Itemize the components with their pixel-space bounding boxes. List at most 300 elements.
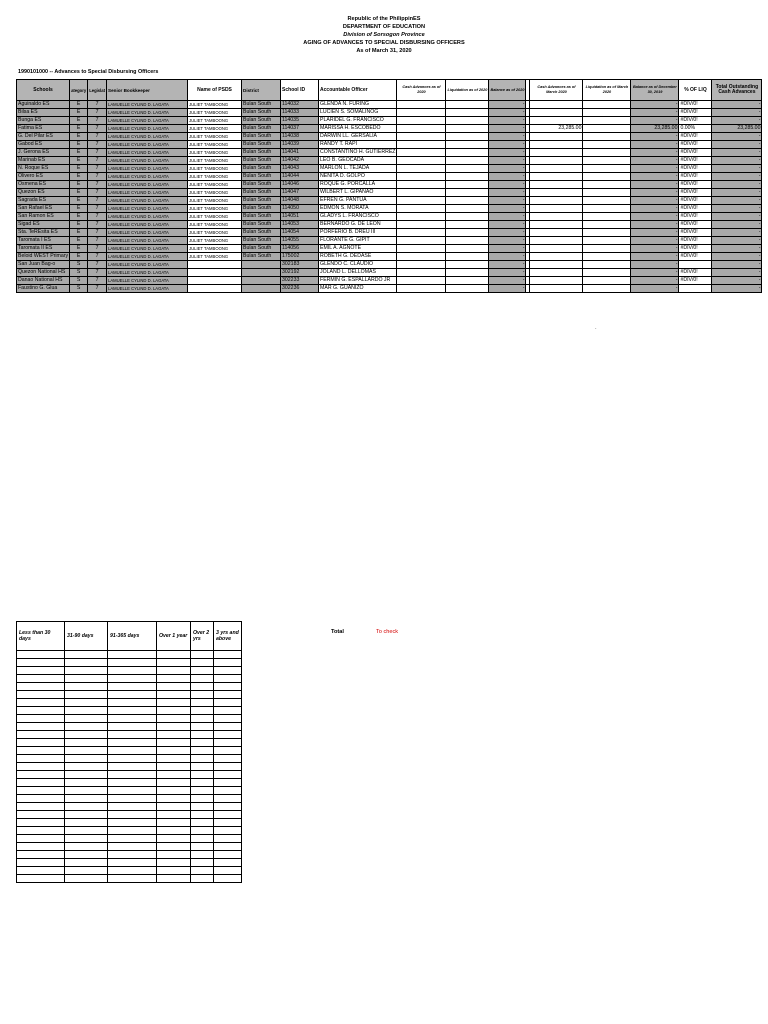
aging-cell: [65, 707, 108, 715]
cell-cat: S: [70, 277, 88, 285]
aging-row: [17, 707, 242, 715]
table-row: [17, 101, 762, 109]
cell-ca2020: [397, 149, 446, 157]
aging-cell: [214, 651, 242, 659]
col-district: District: [242, 80, 281, 101]
aging-cell: [17, 739, 65, 747]
aging-cell: [65, 659, 108, 667]
aging-cell: [214, 707, 242, 715]
header-report-title: AGING OF ADVANCES TO SPECIAL DISBURSING OFFICERS: [303, 40, 465, 46]
cell-leg: 7: [88, 157, 107, 165]
cell-psds: JULIET TAMBOONG: [188, 141, 242, 149]
cell-sid: 114044: [281, 173, 319, 181]
aging-cell: [191, 651, 214, 659]
cell-camar: [530, 213, 583, 221]
aging-cell: [17, 771, 65, 779]
cell-sid: 302236: [281, 285, 319, 293]
cell-baldec: -: [631, 181, 679, 189]
cell-baldec: -: [631, 101, 679, 109]
cell-total: -: [712, 237, 762, 245]
aging-cell: [214, 827, 242, 835]
cell-district: Bulan South: [242, 141, 281, 149]
aging-cell: [214, 787, 242, 795]
cell-camar: 23,285.00: [530, 125, 583, 133]
cell-district: Bulan South: [242, 221, 281, 229]
cell-liq2020: [446, 125, 489, 133]
aging-cell: [108, 811, 157, 819]
aging-cell: [157, 763, 191, 771]
cell-bal2020: -: [489, 141, 526, 149]
aging-cell: [191, 763, 214, 771]
aging-cell: [157, 731, 191, 739]
cell-district: Bulan South: [242, 181, 281, 189]
cell-liq2020: [446, 253, 489, 261]
aging-cell: [17, 747, 65, 755]
cell-cat: E: [70, 125, 88, 133]
cell-cat: E: [70, 133, 88, 141]
table-row: [17, 125, 762, 133]
cell-officer: DARWIN LL. GERSALIA: [319, 133, 397, 141]
cell-ca2020: [397, 117, 446, 125]
cell-total: -: [712, 101, 762, 109]
aging-cell: [65, 843, 108, 851]
cell-sid: 114042: [281, 157, 319, 165]
cell-bk: LAMUELLE CYLIND D. LAGATA: [107, 197, 188, 205]
aging-cell: [191, 779, 214, 787]
aging-cell: [108, 803, 157, 811]
cell-district: Bulan South: [242, 229, 281, 237]
aging-cell: [214, 835, 242, 843]
cell-bk: LAMUELLE CYLIND D. LAGATA: [107, 189, 188, 197]
aging-row: [17, 787, 242, 795]
aging-cell: [108, 755, 157, 763]
col-pct-liq: % OF LIQ: [679, 80, 712, 101]
cell-psds: JULIET TAMBOONG: [188, 245, 242, 253]
cell-baldec: -: [631, 245, 679, 253]
cell-camar: [530, 101, 583, 109]
aging-cell: [17, 707, 65, 715]
aging-cell: [65, 723, 108, 731]
aging-cell: [214, 843, 242, 851]
aging-cell: [157, 867, 191, 875]
cell-psds: JULIET TAMBOONG: [188, 133, 242, 141]
cell-bk: LAMUELLE CYLIND D. LAGATA: [107, 229, 188, 237]
aging-cell: [214, 683, 242, 691]
aging-cell: [214, 851, 242, 859]
table-row: [17, 149, 762, 157]
cell-total: -: [712, 117, 762, 125]
cell-cat: E: [70, 205, 88, 213]
aging-cell: [108, 875, 157, 883]
cell-total: -: [712, 173, 762, 181]
cell-cat: E: [70, 181, 88, 189]
aging-cell: [157, 755, 191, 763]
aging-row: [17, 755, 242, 763]
aging-cell: [157, 667, 191, 675]
cell-district: Bulan South: [242, 133, 281, 141]
aging-cell: [65, 651, 108, 659]
aging-cell: [191, 731, 214, 739]
aging-cell: [157, 739, 191, 747]
table-row: [17, 213, 762, 221]
aging-cell: [191, 699, 214, 707]
aging-col-31-90: 31-90 days: [65, 622, 108, 651]
report-header: [0, 15, 768, 55]
cell-liq2020: [446, 149, 489, 157]
cell-sid: 114035: [281, 117, 319, 125]
cell-officer: RANDY T. RAPI: [319, 141, 397, 149]
aging-cell: [65, 691, 108, 699]
cell-bk: LAMUELLE CYLIND D. LAGATA: [107, 269, 188, 277]
cell-camar: [530, 189, 583, 197]
aging-cell: [17, 683, 65, 691]
cell-school: Bilsa ES: [17, 109, 70, 117]
cell-pct: #DIV/0!: [679, 269, 712, 277]
aging-row: [17, 779, 242, 787]
cell-district: Bulan South: [242, 197, 281, 205]
cell-pct: 0.00%: [679, 125, 712, 133]
aging-cell: [108, 827, 157, 835]
aging-cell: [157, 707, 191, 715]
cell-bal2020: -: [489, 245, 526, 253]
cell-psds: JULIET TAMBOONG: [188, 117, 242, 125]
cell-leg: 7: [88, 229, 107, 237]
aging-cell: [108, 659, 157, 667]
aging-cell: [65, 739, 108, 747]
cell-liq2020: [446, 133, 489, 141]
cell-liqmar: [583, 277, 631, 285]
cell-bal2020: -: [489, 189, 526, 197]
table-row: [17, 269, 762, 277]
cell-cat: S: [70, 285, 88, 293]
cell-pct: #DIV/0!: [679, 117, 712, 125]
cell-pct: [679, 261, 712, 269]
cell-leg: 7: [88, 245, 107, 253]
cell-leg: 7: [88, 253, 107, 261]
cell-officer: MARISSA H. ESCOBEDO: [319, 125, 397, 133]
table-row: [17, 229, 762, 237]
aging-cell: [191, 659, 214, 667]
aging-cell: [65, 755, 108, 763]
aging-cell: [191, 771, 214, 779]
col-psds: Name of PSDS: [188, 80, 242, 101]
cell-total: -: [712, 181, 762, 189]
aging-cell: [157, 803, 191, 811]
cell-district: Bulan South: [242, 149, 281, 157]
cell-liq2020: [446, 141, 489, 149]
cell-camar: [530, 157, 583, 165]
aging-cell: [108, 851, 157, 859]
aging-cell: [214, 819, 242, 827]
cell-pct: [679, 285, 712, 293]
cell-leg: 7: [88, 189, 107, 197]
cell-pct: #DIV/0!: [679, 237, 712, 245]
aging-cell: [108, 667, 157, 675]
cell-liqmar: [583, 181, 631, 189]
aging-row: [17, 867, 242, 875]
cell-pct: #DIV/0!: [679, 229, 712, 237]
cell-liqmar: [583, 173, 631, 181]
aging-cell: [191, 859, 214, 867]
cell-bal2020: -: [489, 269, 526, 277]
cell-liqmar: [583, 229, 631, 237]
aging-row: [17, 811, 242, 819]
cell-liq2020: [446, 189, 489, 197]
cell-ca2020: [397, 125, 446, 133]
aging-col-91-365: 91-365 days: [108, 622, 157, 651]
table-row: [17, 165, 762, 173]
cell-district: Bulan South: [242, 213, 281, 221]
cell-camar: [530, 237, 583, 245]
aging-cell: [108, 843, 157, 851]
cell-sid: 114032: [281, 101, 319, 109]
aging-cell: [17, 787, 65, 795]
aging-row: [17, 819, 242, 827]
cell-sid: 302192: [281, 269, 319, 277]
cell-district: Bulan South: [242, 205, 281, 213]
aging-row: [17, 747, 242, 755]
table-row: [17, 277, 762, 285]
aging-header-row: [17, 622, 242, 651]
cell-camar: [530, 277, 583, 285]
aging-cell: [191, 715, 214, 723]
aging-col-over-1-year: Over 1 year: [157, 622, 191, 651]
cell-total: -: [712, 277, 762, 285]
cell-sid: 302183: [281, 261, 319, 269]
table-row: [17, 173, 762, 181]
cell-bal2020: -: [489, 149, 526, 157]
cell-camar: [530, 221, 583, 229]
table-row: [17, 245, 762, 253]
aging-cell: [157, 723, 191, 731]
cell-school: Sagrada ES: [17, 197, 70, 205]
cell-total: -: [712, 189, 762, 197]
cell-school: Danao National HS: [17, 277, 70, 285]
aging-cell: [108, 747, 157, 755]
cell-psds: [188, 285, 242, 293]
aging-cell: [157, 875, 191, 883]
col-bookkeeper: Senior Bookkeeper: [107, 80, 188, 101]
cell-ca2020: [397, 237, 446, 245]
aging-row: [17, 691, 242, 699]
aging-cell: [108, 795, 157, 803]
cell-bk: LAMUELLE CYLIND D. LAGATA: [107, 141, 188, 149]
cell-sid: 114055: [281, 237, 319, 245]
cell-district: Bulan South: [242, 101, 281, 109]
aging-cell: [214, 739, 242, 747]
cell-school: Gabod ES: [17, 141, 70, 149]
aging-body: [17, 651, 242, 883]
aging-cell: [157, 699, 191, 707]
aging-cell: [17, 875, 65, 883]
table-row: [17, 109, 762, 117]
aging-cell: [191, 667, 214, 675]
cell-leg: 7: [88, 173, 107, 181]
aging-cell: [108, 819, 157, 827]
cell-total: -: [712, 141, 762, 149]
cell-school: Marinab ES: [17, 157, 70, 165]
aging-row: [17, 675, 242, 683]
cell-liqmar: [583, 221, 631, 229]
total-label: Total: [331, 629, 344, 635]
cell-leg: 7: [88, 181, 107, 189]
cell-bal2020: -: [489, 117, 526, 125]
cell-bal2020: -: [489, 261, 526, 269]
col-legislative: Legislat: [88, 80, 107, 101]
aging-cell: [108, 731, 157, 739]
cell-pct: #DIV/0!: [679, 213, 712, 221]
cell-cat: S: [70, 269, 88, 277]
cell-ca2020: [397, 157, 446, 165]
cell-pct: #DIV/0!: [679, 109, 712, 117]
header-as-of-date: As of March 31, 2020: [356, 48, 412, 54]
aging-col-over-2-yrs: Over 2 yrs: [191, 622, 214, 651]
tick-mark: -: [595, 325, 597, 330]
aging-cell: [214, 859, 242, 867]
aging-cell: [17, 811, 65, 819]
cell-baldec: -: [631, 277, 679, 285]
cell-officer: MAR G. GUANIZO: [319, 285, 397, 293]
cell-officer: EMIL A. AGNOTE: [319, 245, 397, 253]
cell-liqmar: [583, 157, 631, 165]
aging-cell: [214, 771, 242, 779]
to-check-label: To check: [376, 629, 399, 635]
aging-cell: [17, 867, 65, 875]
cell-psds: JULIET TAMBOONG: [188, 181, 242, 189]
aging-cell: [65, 715, 108, 723]
cell-officer: ROQUE G. PORCALLA: [319, 181, 397, 189]
cell-school: J. Gerona ES: [17, 149, 70, 157]
table-row: [17, 117, 762, 125]
aging-cell: [214, 867, 242, 875]
cell-cat: E: [70, 149, 88, 157]
aging-cell: [17, 723, 65, 731]
cell-ca2020: [397, 261, 446, 269]
cell-psds: JULIET TAMBOONG: [188, 197, 242, 205]
cell-total: -: [712, 245, 762, 253]
cell-leg: 7: [88, 205, 107, 213]
aging-cell: [191, 795, 214, 803]
aging-cell: [65, 795, 108, 803]
aging-cell: [65, 859, 108, 867]
cell-baldec: -: [631, 173, 679, 181]
cell-bk: LAMUELLE CYLIND D. LAGATA: [107, 237, 188, 245]
aging-cell: [157, 659, 191, 667]
cell-pct: #DIV/0!: [679, 173, 712, 181]
cell-district: Bulan South: [242, 125, 281, 133]
cell-camar: [530, 181, 583, 189]
cell-officer: JOLAND L. DELLOMAS: [319, 269, 397, 277]
cell-leg: 7: [88, 237, 107, 245]
aging-cell: [157, 779, 191, 787]
cell-ca2020: [397, 229, 446, 237]
cell-total: -: [712, 253, 762, 261]
aging-cell: [214, 795, 242, 803]
aging-cell: [65, 699, 108, 707]
aging-row: [17, 659, 242, 667]
cell-camar: [530, 173, 583, 181]
aging-cell: [191, 851, 214, 859]
aging-cell: [157, 651, 191, 659]
aging-cell: [157, 843, 191, 851]
cell-leg: 7: [88, 269, 107, 277]
aging-row: [17, 731, 242, 739]
cell-total: -: [712, 157, 762, 165]
aging-row: [17, 763, 242, 771]
cell-bk: LAMUELLE CYLIND D. LAGATA: [107, 221, 188, 229]
cell-liqmar: [583, 261, 631, 269]
table-row: [17, 133, 762, 141]
table-row: [17, 197, 762, 205]
cell-bal2020: -: [489, 109, 526, 117]
cell-school: Sta. TeREsita ES: [17, 229, 70, 237]
cell-psds: JULIET TAMBOONG: [188, 149, 242, 157]
cell-camar: [530, 141, 583, 149]
col-school-id: School ID: [281, 80, 319, 101]
aging-cell: [65, 675, 108, 683]
cell-school: G. Del Pilar ES: [17, 133, 70, 141]
cell-officer: BERNARDO G. DE LEON: [319, 221, 397, 229]
aging-cell: [65, 819, 108, 827]
cell-ca2020: [397, 141, 446, 149]
cell-pct: #DIV/0!: [679, 149, 712, 157]
aging-cell: [191, 691, 214, 699]
aging-cell: [65, 731, 108, 739]
cell-school: N. Roque ES: [17, 165, 70, 173]
aging-row: [17, 843, 242, 851]
cell-bk: LAMUELLE CYLIND D. LAGATA: [107, 125, 188, 133]
aging-cell: [17, 763, 65, 771]
aging-row: [17, 771, 242, 779]
aging-cell: [65, 875, 108, 883]
col-bal-2020: Balance as of 2020: [489, 80, 526, 101]
cell-ca2020: [397, 245, 446, 253]
cell-liq2020: [446, 165, 489, 173]
table-row: [17, 253, 762, 261]
cell-bk: LAMUELLE CYLIND D. LAGATA: [107, 277, 188, 285]
cell-camar: [530, 205, 583, 213]
cell-total: -: [712, 149, 762, 157]
cell-sid: 114047: [281, 189, 319, 197]
cell-leg: 7: [88, 141, 107, 149]
cell-total: -: [712, 213, 762, 221]
cell-district: Bulan South: [242, 253, 281, 261]
aging-cell: [191, 707, 214, 715]
table-row: [17, 221, 762, 229]
aging-cell: [191, 827, 214, 835]
header-department: DEPARTMENT OF EDUCATION: [342, 24, 426, 30]
cell-sid: 114038: [281, 133, 319, 141]
aging-cell: [191, 875, 214, 883]
cell-school: Quezon ES: [17, 189, 70, 197]
aging-cell: [157, 811, 191, 819]
cell-bk: LAMUELLE CYLIND D. LAGATA: [107, 117, 188, 125]
cell-school: Beloid WEST Primary: [18, 253, 69, 259]
cell-cat: E: [70, 221, 88, 229]
aging-cell: [65, 747, 108, 755]
cell-ca2020: [397, 253, 446, 261]
cell-pct: #DIV/0!: [679, 205, 712, 213]
cell-leg: 7: [88, 213, 107, 221]
cell-baldec: -: [631, 285, 679, 293]
cell-baldec: -: [631, 117, 679, 125]
cell-total: -: [712, 269, 762, 277]
cell-baldec: -: [631, 189, 679, 197]
aging-cell: [108, 835, 157, 843]
aging-cell: [214, 803, 242, 811]
cell-leg: 7: [88, 125, 107, 133]
cell-sid: 114053: [281, 221, 319, 229]
